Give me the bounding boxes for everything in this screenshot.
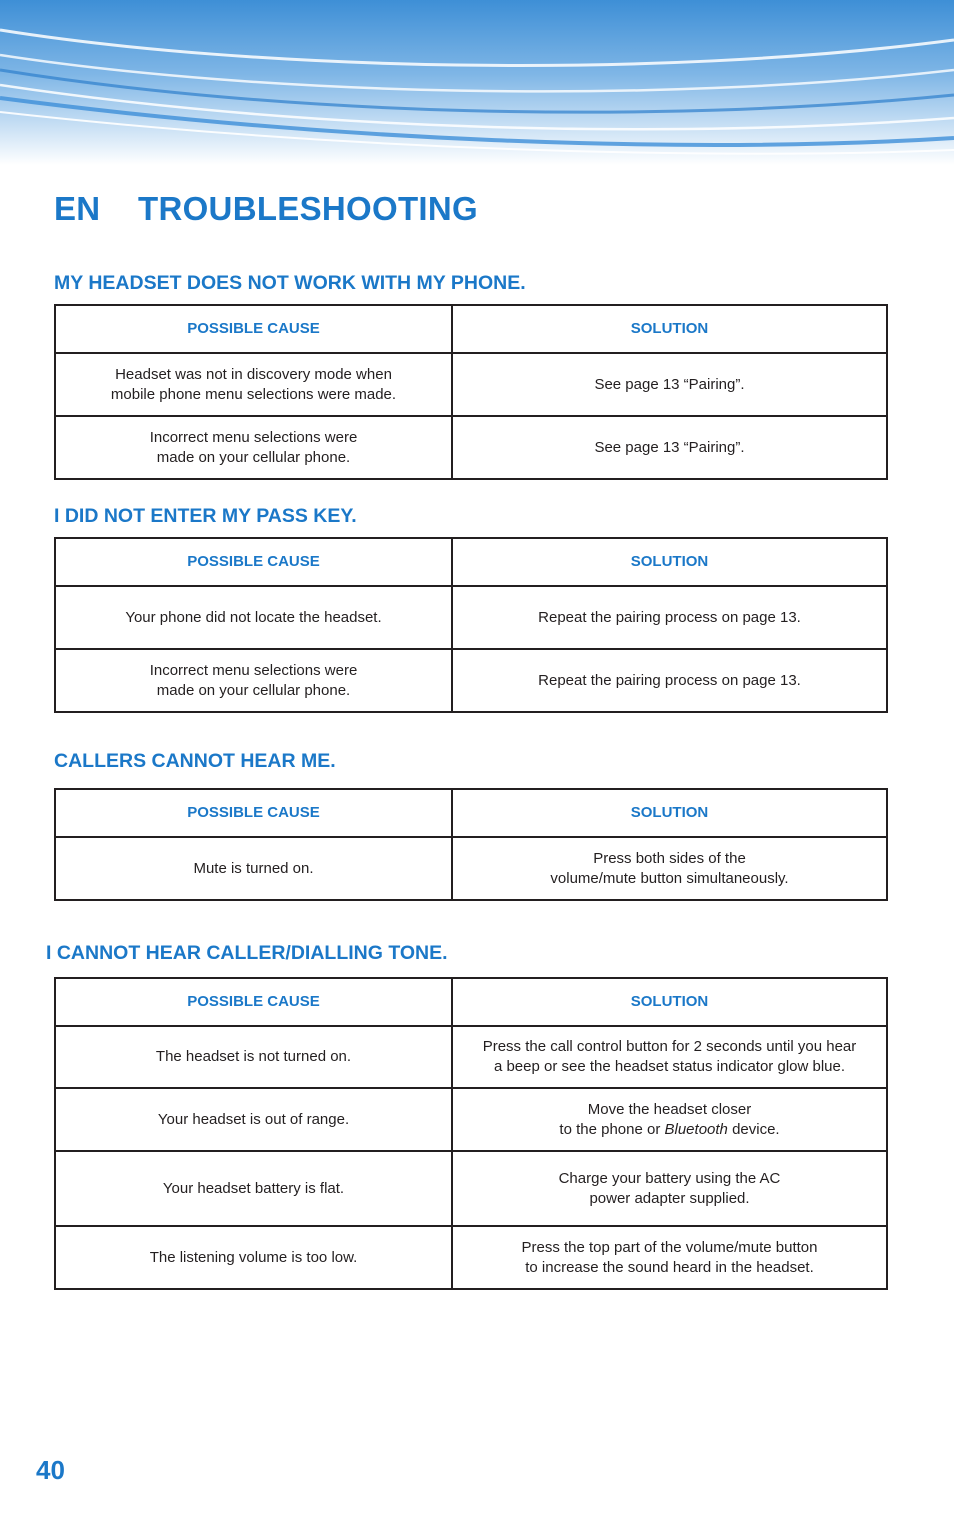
troubleshooting-table-no-work [54, 304, 888, 480]
cause-line: Mute is turned on. [193, 859, 314, 877]
solution-cell [452, 416, 887, 479]
page-number: 40 [36, 1455, 65, 1485]
section-heading-cannot-hear-caller: I CANNOT HEAR CALLER/DIALLING TONE. [46, 942, 448, 964]
table-header-row [55, 538, 887, 586]
header-wave-banner [0, 0, 954, 165]
table-row [55, 1026, 887, 1088]
table-row [55, 416, 887, 479]
table-header-row [55, 305, 887, 353]
table-row [55, 649, 887, 712]
column-header-solution: SOLUTION [452, 789, 887, 837]
cause-line: Your phone did not locate the headset. [125, 608, 382, 626]
solution-line: to increase the sound heard in the headset. [525, 1258, 814, 1276]
solution-cell [452, 1026, 887, 1088]
troubleshooting-table-pass-key [54, 537, 888, 713]
cause-cell [55, 1088, 452, 1151]
solution-cell [452, 1226, 887, 1289]
cause-line: Incorrect menu selections were [149, 661, 358, 679]
cause-line: Incorrect menu selections were [149, 428, 358, 446]
cause-line: made on your cellular phone. [156, 448, 351, 466]
cause-line: mobile phone menu selections were made. [110, 385, 397, 403]
table-row [55, 837, 887, 900]
cause-line: Your headset is out of range. [157, 1110, 350, 1128]
solution-line: Repeat the pairing process on page 13. [538, 608, 801, 626]
table-header-row [55, 789, 887, 837]
column-header-cause: POSSIBLE CAUSE [55, 538, 452, 586]
solution-line: Move the headset closer [587, 1100, 752, 1118]
table-row [55, 353, 887, 416]
bluetooth-term: Bluetooth [664, 1120, 728, 1138]
solution-text: device. [732, 1120, 780, 1138]
solution-line [463, 1120, 876, 1140]
table-header-row [55, 978, 887, 1026]
cause-cell [55, 1226, 452, 1289]
cause-cell [55, 1026, 452, 1088]
solution-line: volume/mute button simultaneously. [550, 869, 789, 887]
column-header-solution: SOLUTION [452, 305, 887, 353]
solution-line: See page 13 “Pairing”. [594, 375, 745, 393]
cause-line: The headset is not turned on. [155, 1048, 352, 1065]
solution-line: Press the call control button for 2 seconds until you hear [482, 1038, 857, 1055]
section-heading-pass-key: I DID NOT ENTER MY PASS KEY. [54, 505, 357, 527]
solution-cell [452, 586, 887, 649]
language-code: EN [54, 190, 101, 227]
cause-cell [55, 586, 452, 649]
table-row [55, 586, 887, 649]
solution-line: See page 13 “Pairing”. [594, 438, 745, 456]
cause-cell [55, 837, 452, 900]
column-header-cause: POSSIBLE CAUSE [55, 789, 452, 837]
cause-line: made on your cellular phone. [156, 681, 351, 699]
section-heading-no-work: MY HEADSET DOES NOT WORK WITH MY PHONE. [54, 272, 526, 294]
column-header-solution: SOLUTION [452, 538, 887, 586]
solution-line: Press both sides of the [593, 849, 746, 867]
cause-cell [55, 353, 452, 416]
table-row [55, 1088, 887, 1151]
solution-cell [452, 837, 887, 900]
solution-line: Repeat the pairing process on page 13. [538, 671, 801, 689]
solution-line: a beep or see the headset status indicator glow blue. [493, 1058, 846, 1075]
column-header-cause: POSSIBLE CAUSE [55, 978, 452, 1026]
column-header-solution: SOLUTION [452, 978, 887, 1026]
title-text: TROUBLESHOOTING [138, 190, 478, 227]
cause-cell [55, 649, 452, 712]
column-header-cause: POSSIBLE CAUSE [55, 305, 452, 353]
solution-line: Charge your battery using the AC [558, 1169, 781, 1187]
solution-cell [452, 1088, 887, 1151]
cause-line: Headset was not in discovery mode when [115, 365, 392, 383]
solution-cell [452, 1151, 887, 1226]
table-row [55, 1226, 887, 1289]
cause-cell [55, 416, 452, 479]
table-row [55, 1151, 887, 1226]
solution-line: Press the top part of the volume/mute button [521, 1238, 818, 1256]
troubleshooting-table-callers [54, 788, 888, 901]
solution-text: to the phone or [559, 1120, 661, 1138]
solution-cell [452, 649, 887, 712]
cause-line: The listening volume is too low. [149, 1248, 358, 1266]
solution-cell [452, 353, 887, 416]
cause-cell [55, 1151, 452, 1226]
section-heading-callers-cannot-hear: CALLERS CANNOT HEAR ME. [54, 750, 336, 772]
troubleshooting-table-cannot-hear [54, 977, 888, 1290]
cause-line: Your headset battery is flat. [162, 1179, 345, 1197]
solution-line: power adapter supplied. [589, 1189, 750, 1207]
